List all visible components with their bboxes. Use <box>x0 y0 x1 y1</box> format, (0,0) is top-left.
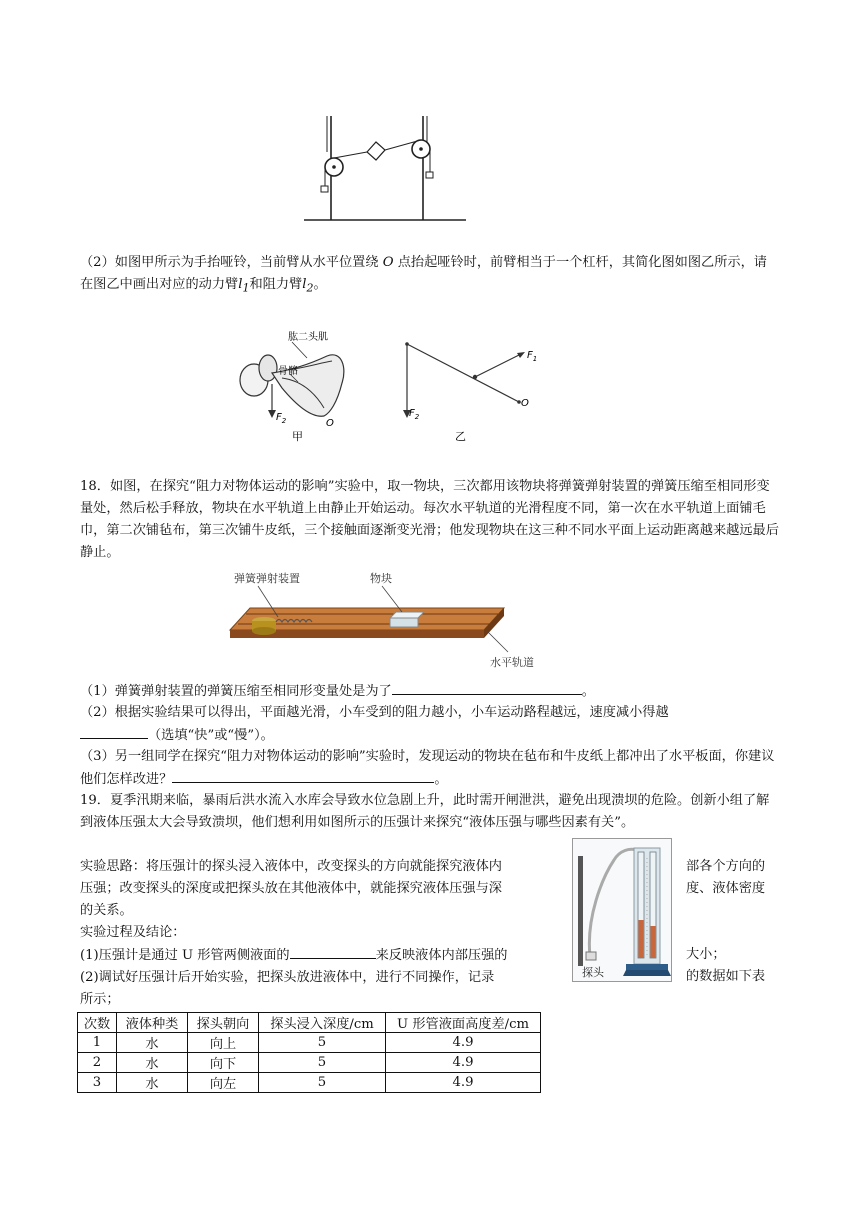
table-cell: 5 <box>259 1033 386 1053</box>
lever-diagram <box>395 336 545 446</box>
o-label: O <box>521 398 529 409</box>
q19-stem: 19．夏季汛期来临，暴雨后洪水流入水库会导致水位急剧上升，此时需开闸泄洪，避免出现溃坝的危险。创新小组了解到液体压强太大会导致溃坝，他们想利用如图所示的压强计来探究“液体压强与哪些因素有关”。 <box>80 793 770 830</box>
track-apparatus-figure <box>226 570 556 670</box>
probe-label: 探头 <box>582 966 604 979</box>
pressure-gauge-figure <box>572 838 672 982</box>
table-cell: 水 <box>117 1073 188 1093</box>
column-header: 探头浸入深度/cm <box>259 1013 386 1033</box>
q18-p2: （2）根据实验结果可以得出，平面越光滑，小车受到的阻力越小，小车运动路程越远，速度减小得越 （选填“快”或“慢”）。 <box>80 705 669 743</box>
answer-blank[interactable] <box>172 768 434 783</box>
table-row <box>78 1033 541 1053</box>
caption-yi: 乙 <box>455 430 466 443</box>
q18-p3: （3）另一组同学在探究“阻力对物体运动的影响”实验时，发现运动的物块在毡布和牛皮纸上都冲出了水平板面，你建议他们怎样改进？ 。 <box>80 749 775 787</box>
muscle-label: 肱二头肌 <box>288 332 328 343</box>
table-cell: 4.9 <box>386 1073 541 1093</box>
q17-part2-text: （2）如图甲所示为手抬哑铃，当前臂从水平位置绕 O 点抬起哑铃时，前臂相当于一个杠杆，其简化图如图乙所示，请在图乙中画出对应的动力臂$l_1$和阻力臂$l_2$。 <box>80 255 767 295</box>
table-cell: 4.9 <box>386 1053 541 1073</box>
q19-right-text: 部各个方向的 度、液体密度 大小； 的数据如下表 <box>686 859 766 984</box>
table-cell: 5 <box>259 1073 386 1093</box>
o-label: O <box>326 418 334 429</box>
table-row <box>78 1053 541 1073</box>
table-cell: 水 <box>117 1053 188 1073</box>
l1-symbol: l <box>238 277 243 292</box>
answer-blank[interactable] <box>392 680 582 695</box>
table-header-row <box>78 1013 541 1033</box>
column-header: 探头朝向 <box>188 1013 259 1033</box>
arm-dumbbell-figure <box>232 328 362 444</box>
table-cell: 向下 <box>188 1053 259 1073</box>
q18-stem: 18．如图，在探究“阻力对物体运动的影响”实验中，取一物块，三次都用该物块将弹簧弹射装置的弹簧压缩至相同形变量处，然后松手释放，物块在水平轨道上由静止开始运动。每次水平轨道的光滑程度不同，第一次在水平轨道上面铺毛巾，第二次铺毡布，第三次铺牛皮纸，三个接触面逐渐变光滑；他发现物块在这三种不同水平面上运动距离越来越远最后静止。 <box>80 479 779 560</box>
table-cell: 向上 <box>188 1033 259 1053</box>
table-cell: 5 <box>259 1053 386 1073</box>
table-cell: 3 <box>78 1073 117 1093</box>
table-cell: 向左 <box>188 1073 259 1093</box>
launcher-label: 弹簧弹射装置 <box>234 572 300 585</box>
caption-jia: 甲 <box>292 430 303 443</box>
f2-label: $F_2$ <box>276 412 287 425</box>
pulley-stand-figure <box>300 112 470 224</box>
f1-label: $F_1$ <box>527 350 538 363</box>
column-header: 次数 <box>78 1013 117 1033</box>
table-cell: 2 <box>78 1053 117 1073</box>
column-header: 液体种类 <box>117 1013 188 1033</box>
q18-p1: （1）弹簧弹射装置的弹簧压缩至相同形变量处是为了 。 <box>80 680 780 703</box>
data-table <box>77 1012 541 1093</box>
q19-left-text: 实验思路：将压强计的探头浸入液体中，改变探头的方向就能探究液体内 压强；改变探头的深度或把探头放在其他液体中，就能探究液体压强与深 的关系。 实验过程及结论： (1)压强计是通过 U 形管两侧液面的 来反映液体内部压强的 (2)调试好压强计后开始实验，把探头放进液体中，进行不同操作，记录 所示； <box>80 859 508 1007</box>
table-cell: 4.9 <box>386 1033 541 1053</box>
f2-label: $F_2$ <box>409 408 420 421</box>
block-label: 物块 <box>370 572 392 585</box>
table-cell: 水 <box>117 1033 188 1053</box>
l2-symbol: l <box>302 277 307 292</box>
column-header: U 形管液面高度差/cm <box>386 1013 541 1033</box>
table-cell: 1 <box>78 1033 117 1053</box>
track-label: 水平轨道 <box>490 656 534 669</box>
point-o-label: O <box>382 255 394 270</box>
answer-blank[interactable] <box>290 944 376 959</box>
table-row <box>78 1073 541 1093</box>
answer-blank[interactable] <box>80 724 148 739</box>
bone-label: 骨骼 <box>278 366 298 377</box>
